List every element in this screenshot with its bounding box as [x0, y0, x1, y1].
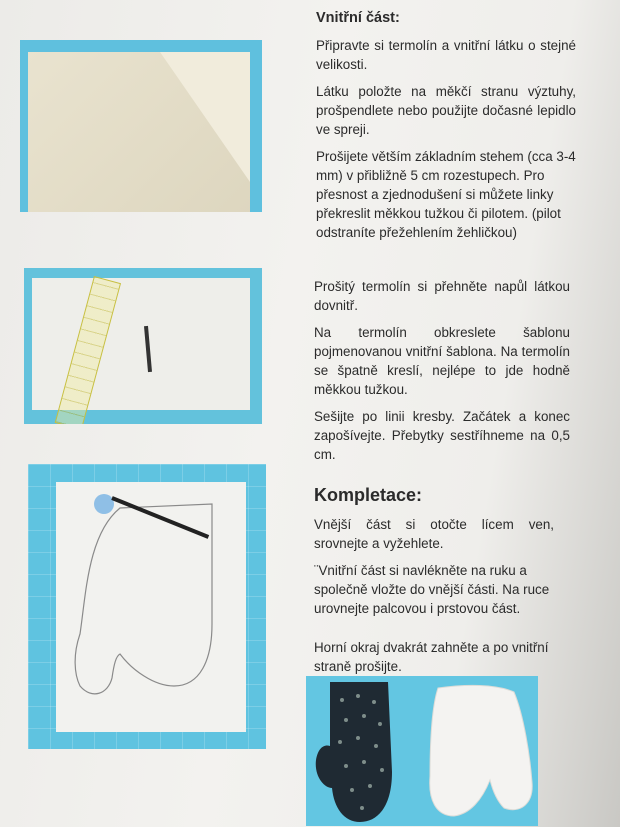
- finished-mitten-and-lining-photo: [306, 676, 538, 826]
- section-heading: Kompletace:: [314, 485, 423, 505]
- section-inner-part: [316, 9, 576, 250]
- fabric-and-interfacing-photo: [20, 40, 262, 212]
- ruler-on-quilted-fabric-photo: [24, 268, 262, 424]
- mitten-template-outline-photo: [28, 464, 266, 749]
- paragraph: ¨Vnitřní část si navlékněte na ruku a společně vložte do vnější části. Na ruce urovnejte palcovou i prstovou část.: [314, 563, 550, 616]
- section-sewing-steps: [314, 277, 570, 472]
- paragraph: Látku položte na měkčí stranu výztuhy, prošpendlete nebo použijte dočasné lepidlo ve spreji.: [316, 84, 576, 137]
- paragraph: Prošitý termolín si přehněte napůl látkou dovnitř.: [314, 279, 570, 313]
- paragraph: Horní okraj dvakrát zahněte a po vnitřní straně prošijte.: [314, 640, 549, 674]
- mitten-outline-drawing: [28, 464, 266, 749]
- paragraph: Vnější část si otočte lícem ven, srovnejte a vyžehlete.: [314, 517, 554, 551]
- section-heading: Vnitřní část:: [316, 10, 400, 26]
- paragraph: Na termolín obkreslete šablonu pojmenovanou vnitřní šablona. Na termolín se špatně kreslí, nejlépe to jde hodně měkkou tužkou.: [314, 325, 570, 397]
- section-completion: [314, 486, 554, 684]
- paragraph: Prošijete větším základním stehem (cca 3-4 mm) v přibližně 5 cm rozestupech. Pro přesnost a zjednodušení si můžete linky překreslit měkkou tužkou či pilotem. (pilot odstraníte přežehlením žehličkou): [316, 149, 576, 240]
- paragraph: Připravte si termolín a vnitřní látku o stejné velikosti.: [316, 38, 576, 72]
- mittens-drawing: [306, 676, 538, 826]
- paragraph: Sešijte po linii kresby. Začátek a konec zapošívejte. Přebytky sestříhneme na 0,5 cm.: [314, 409, 570, 462]
